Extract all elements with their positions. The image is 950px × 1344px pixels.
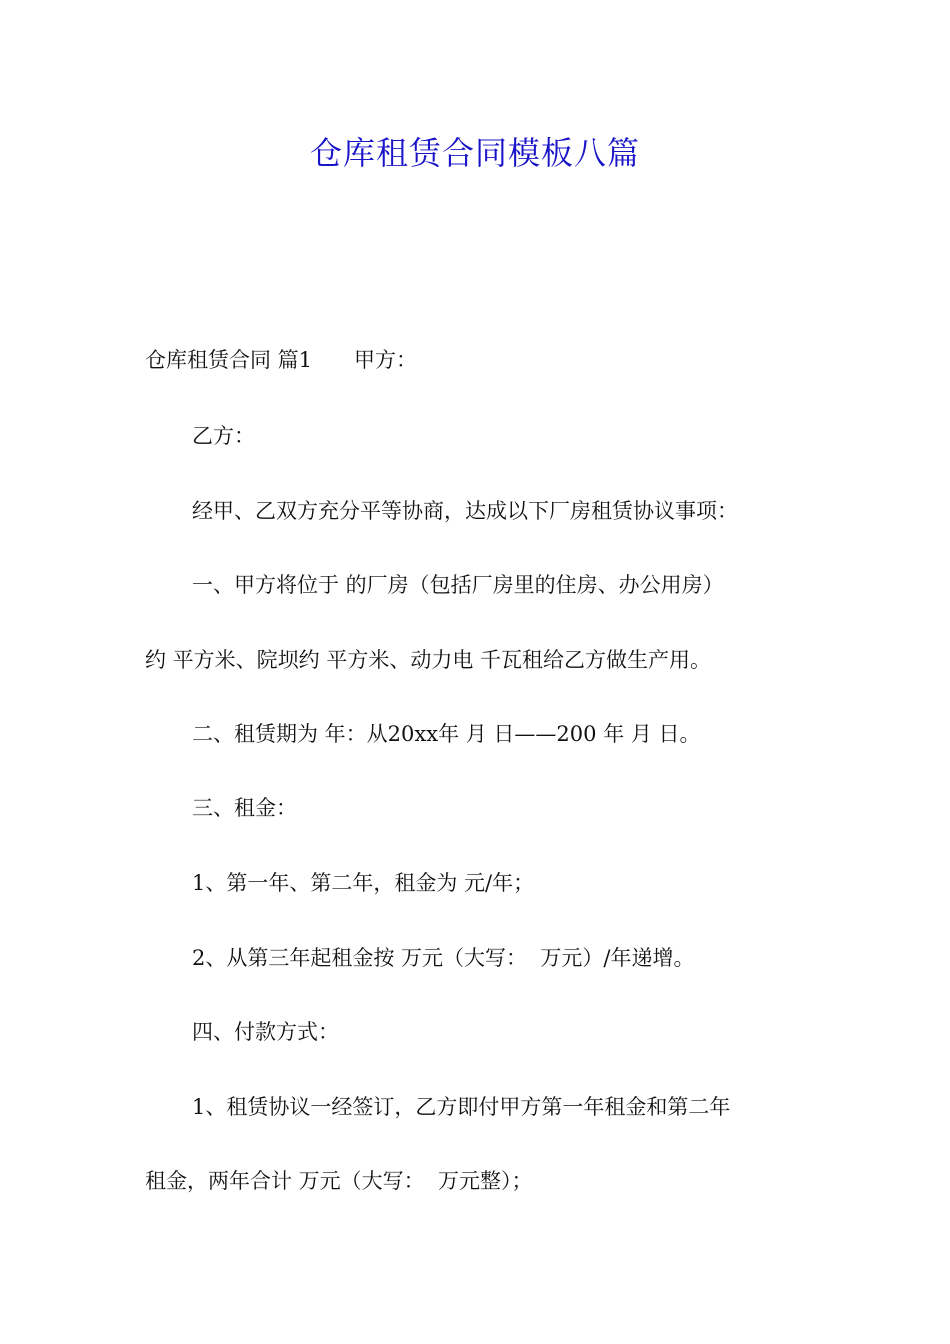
paragraph-line: 2、从第三年起租金按 万元（大写： 万元）/年递增。: [192, 946, 695, 970]
paragraph-line: 乙方：: [192, 424, 255, 448]
document-title: 仓库租赁合同模板八篇: [309, 134, 640, 172]
paragraph-line: 1、第一年、第二年，租金为 元/年；: [192, 871, 535, 895]
paragraph-line: 1、租赁协议一经签订，乙方即付甲方第一年租金和第二年: [192, 1095, 731, 1119]
paragraph-line: 二、租赁期为 年：从20xx年 月 日——200 年 月 日。: [192, 722, 701, 746]
paragraph-line: 约 平方米、院坝约 平方米、动力电 千瓦租给乙方做生产用。: [145, 648, 712, 672]
paragraph-line: 四、付款方式：: [192, 1020, 339, 1044]
paragraph-line: 仓库租赁合同 篇1 甲方：: [145, 348, 418, 372]
paragraph-line: 一、甲方将位于 的厂房（包括厂房里的住房、办公用房）: [192, 573, 724, 597]
paragraph-line: 租金，两年合计 万元（大写： 万元整）；: [145, 1169, 533, 1193]
paragraph-line: 经甲、乙双方充分平等协商，达成以下厂房租赁协议事项：: [192, 499, 738, 523]
paragraph-line: 三、租金：: [192, 796, 297, 820]
